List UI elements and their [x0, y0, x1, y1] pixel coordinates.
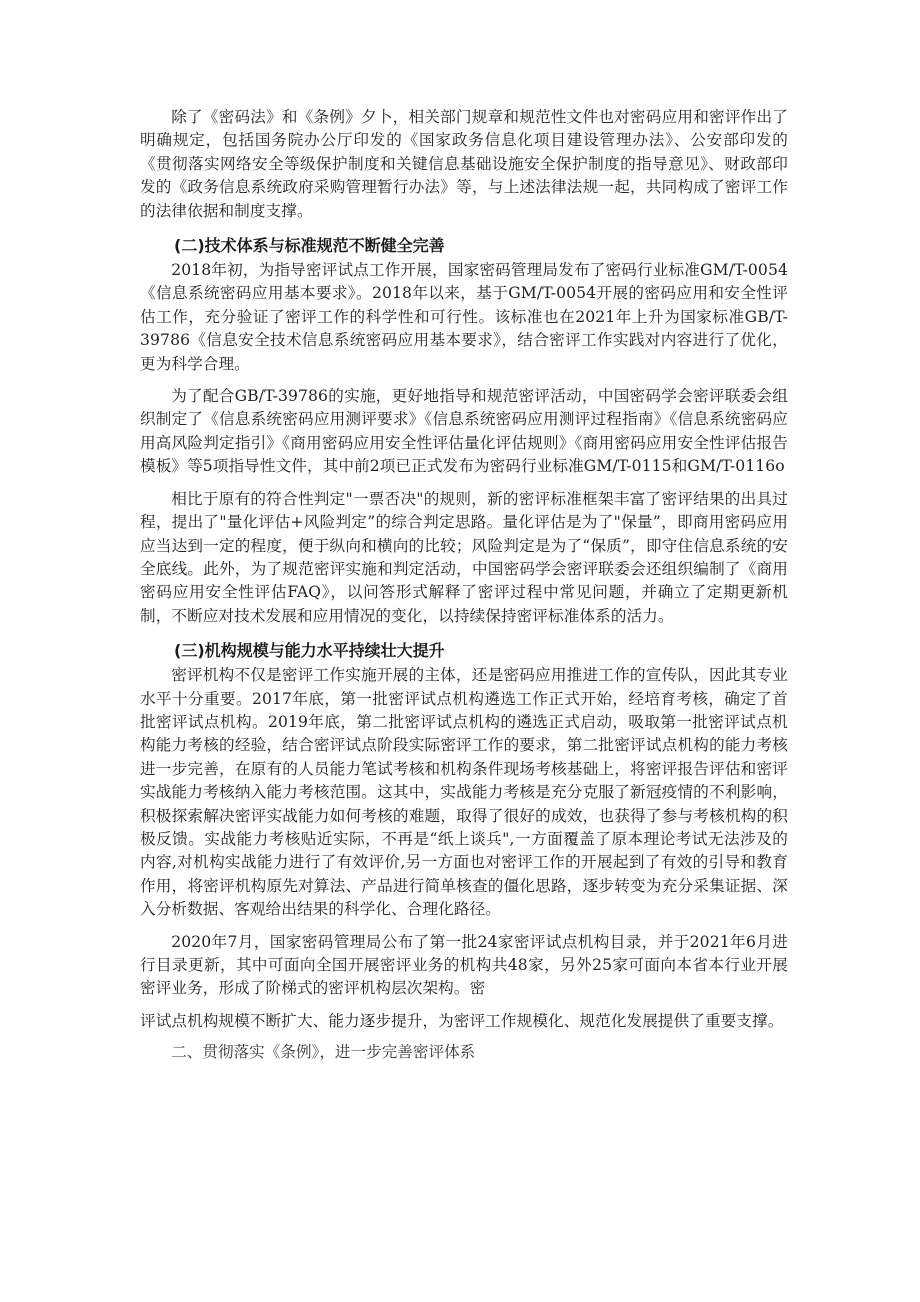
- paragraph-institution-assessment: 密评机构不仅是密评工作实施开展的主体，还是密码应用推进工作的宣传队，因此其专业水平十分重要。2017年底，第一批密评试点机构遴选工作正式开始，经培育考核，确定了首批密评试点机构。2019年底，第二批密评试点机构的遴选正式启动，吸取第一批密评试点机构能力考核的经验，结合密评试点阶段实际密评工作的要求，第二批密评试点机构的能力考核进一步完善，在原有的人员能力笔试考核和机构条件现场考核基础上，将密评报告评估和密评实战能力考核纳入能力考核范围。这其中，实战能力考核是充分克服了新冠疫情的不利影响，积极探索解决密评实战能力如何考核的难题，取得了很好的成效，也获得了参与考核机构的积极反馈。实战能力考核贴近实际，不再是“纸上谈兵",一方面覆盖了原本理论考试无法涉及的内容,对机构实战能力进行了有效评价,另一方面也对密评工作的开展起到了有效的引导和教育作用，将密评机构原先对算法、产品进行简单核查的僵化思路，逐步转变为充分采集证据、深入分析数据、客观给出结果的科学化、合理化路径。: [140, 666, 788, 919]
- section-title-implement-regulation: 二、贯彻落实《条例》，进一步完善密评体系: [171, 1043, 476, 1062]
- document-body: [140, 106, 788, 1065]
- heading-institution-scale: (三)机构规模与能力水平持续壮大提升: [174, 641, 445, 661]
- paragraph-institution-support: 评试点机构规模不断扩大、能力逐步提升，为密评工作规模化、规范化发展提供了重要支撑。: [140, 1011, 784, 1030]
- paragraph-guidance-documents: 为了配合GB/T-39786的实施，更好地指导和规范密评活动，中国密码学会密评联委会组织制定了《信息系统密码应用测评要求》《信息系统密码应用测评过程指南》《信息系统密码应用高风险判定指引》《商用密码应用安全性评估量化评估规则》《商用密码应用安全性评估报告模板》等5项指导性文件，其中前2项已正式发布为密码行业标准GM/T-0115和GM/T-0116o: [140, 387, 788, 476]
- paragraph-regulations: 除了《密码法》和《条例》夕卜，相关部门规章和规范性文件也对密码应用和密评作出了明确规定，包括国务院办公厅印发的《国家政务信息化项目建设管理办法》、公安部印发的《贯彻落实网络安全等级保护制度和关键信息基础设施安全保护制度的指导意见》、财政部印发的《政务信息系统政府采购管理暂行办法》等，与上述法律法规一起，共同构成了密评工作的法律依据和制度支撑。: [140, 108, 788, 220]
- heading-technical-system: (二)技术体系与标准规范不断健全完善: [174, 236, 445, 256]
- paragraph-institution-directory: 2020年7月，国家密码管理局公布了第一批24家密评试点机构目录，并于2021年6月进行目录更新，其中可面向全国开展密评业务的机构共48家，另外25家可面向本省本行业开展密评业务，形成了阶梯式的密评机构层次架构。密: [140, 932, 788, 998]
- paragraph-judgement-framework: 相比于原有的符合性判定"一票否决"的规则，新的密评标准框架丰富了密评结果的出具过程，提出了"量化评估+风险判定”的综合判定思路。量化评估是为了"保量”，即商用密码应用应当达到一定的程度，便于纵向和横向的比较；风险判定是为了“保质”，即守住信息系统的安全底线。此外，为了规范密评实施和判定活动，中国密码学会密评联委会还组织编制了《商用密码应用安全性评估FAQ》，以问答形式解释了密评过程中常见问题，并确立了定期更新机制，不断应对技术发展和应用情况的变化，以持续保持密评标准体系的活力。: [140, 489, 788, 625]
- paragraph-standard-gmt0054: 2018年初，为指导密评试点工作开展，国家密码管理局发布了密码行业标准GM/T-0054《信息系统密码应用基本要求》。2018年以来，基于GM/T-0054开展的密码应用和安全性评估工作，充分验证了密评工作的科学性和可行性。该标准也在2021年上升为国家标准GB/T-39786《信息安全技术信息系统密码应用基本要求》，结合密评工作实践对内容进行了优化，更为科学合理。: [140, 261, 788, 373]
